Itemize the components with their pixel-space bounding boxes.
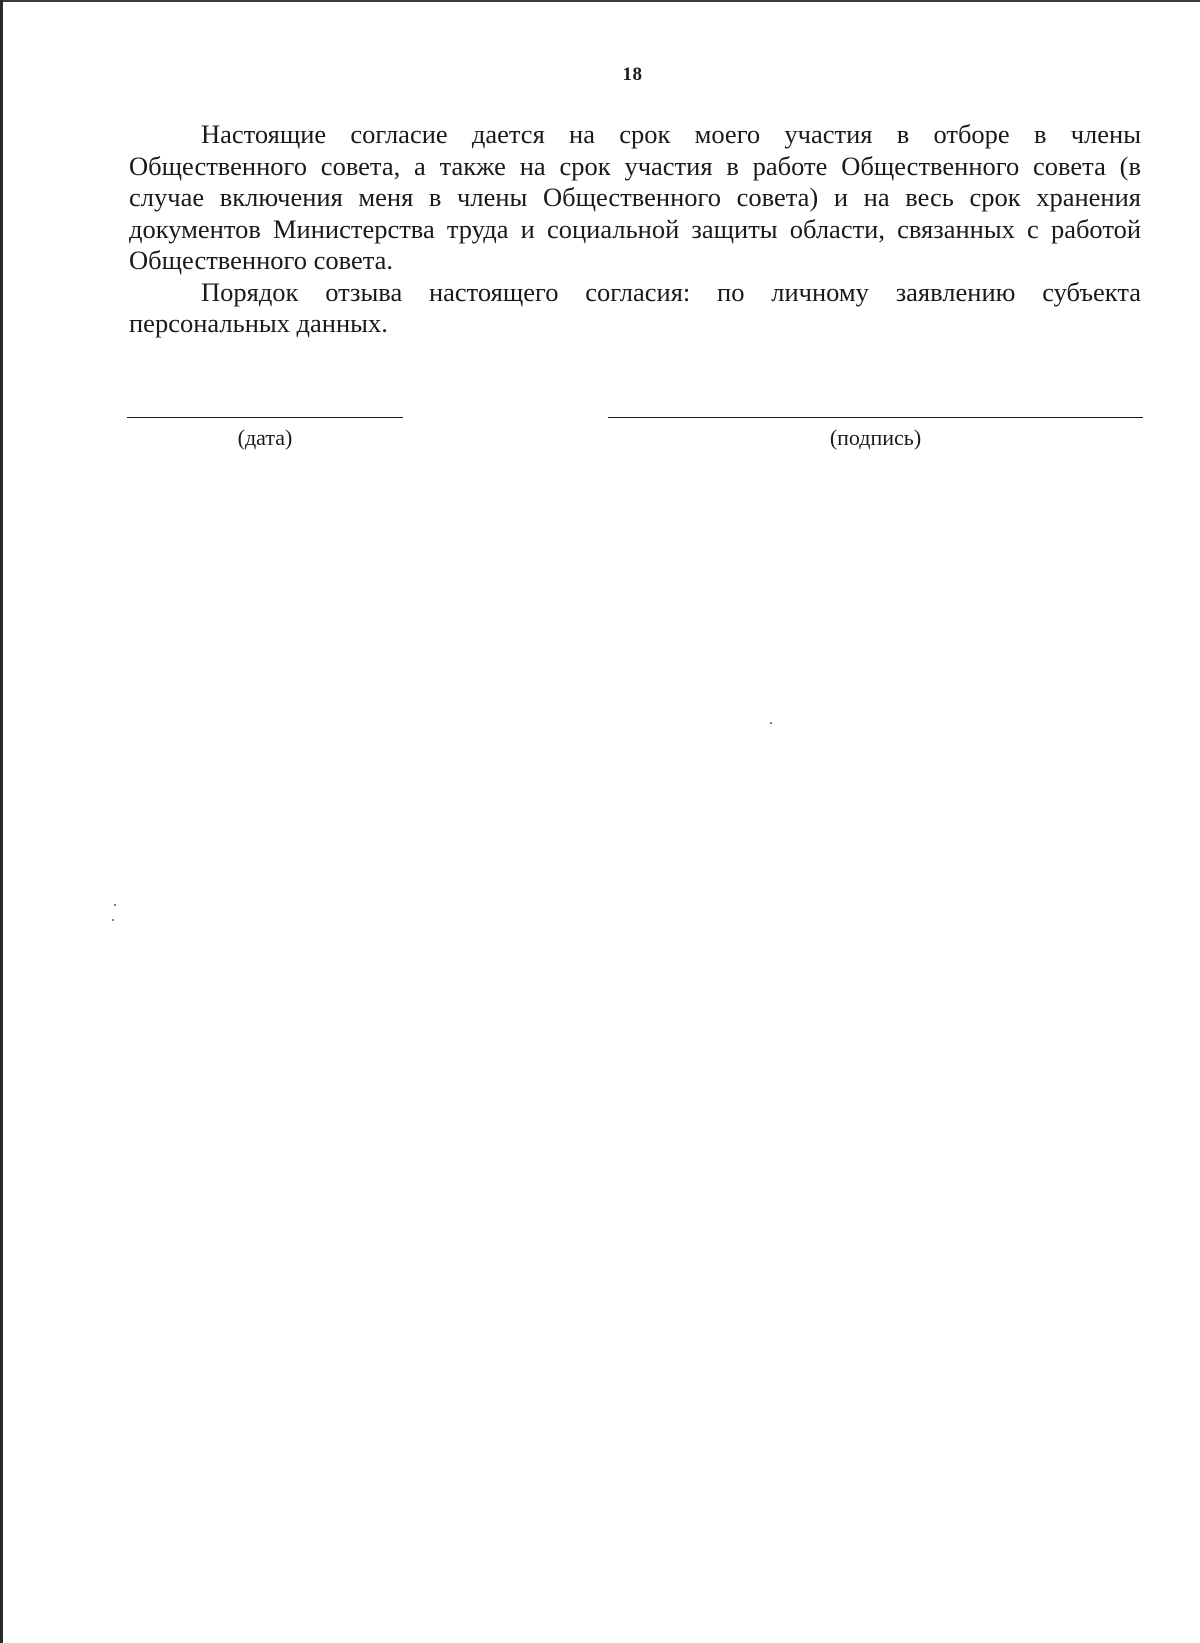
signature-field [608,417,1143,457]
page-number: 18 [622,64,643,85]
signature-line [608,417,1143,418]
scan-edge-top [0,0,1200,2]
consent-text [129,119,1141,340]
date-caption: (дата) [237,425,293,450]
scan-speck [114,904,116,906]
signature-caption: (подпись) [829,425,922,450]
date-line [127,417,403,418]
date-field [127,417,403,457]
scan-speck [770,722,772,724]
consent-term-paragraph: Настоящие согласие дается на срок моего участия в отборе в члены Общественного совета, а также на срок участия в работе Общественного совета (в случае включения меня в члены Общественного совета) и на весь срок хранения документов Министерства труда и социальной защиты области, связанных с работой Общественного совета. [129,119,1141,275]
scan-edge-left [0,0,3,1643]
scan-speck [112,919,114,921]
revocation-paragraph: Порядок отзыва настоящего согласия: по личному заявлению субъекта персональных данных. [129,276,1141,338]
